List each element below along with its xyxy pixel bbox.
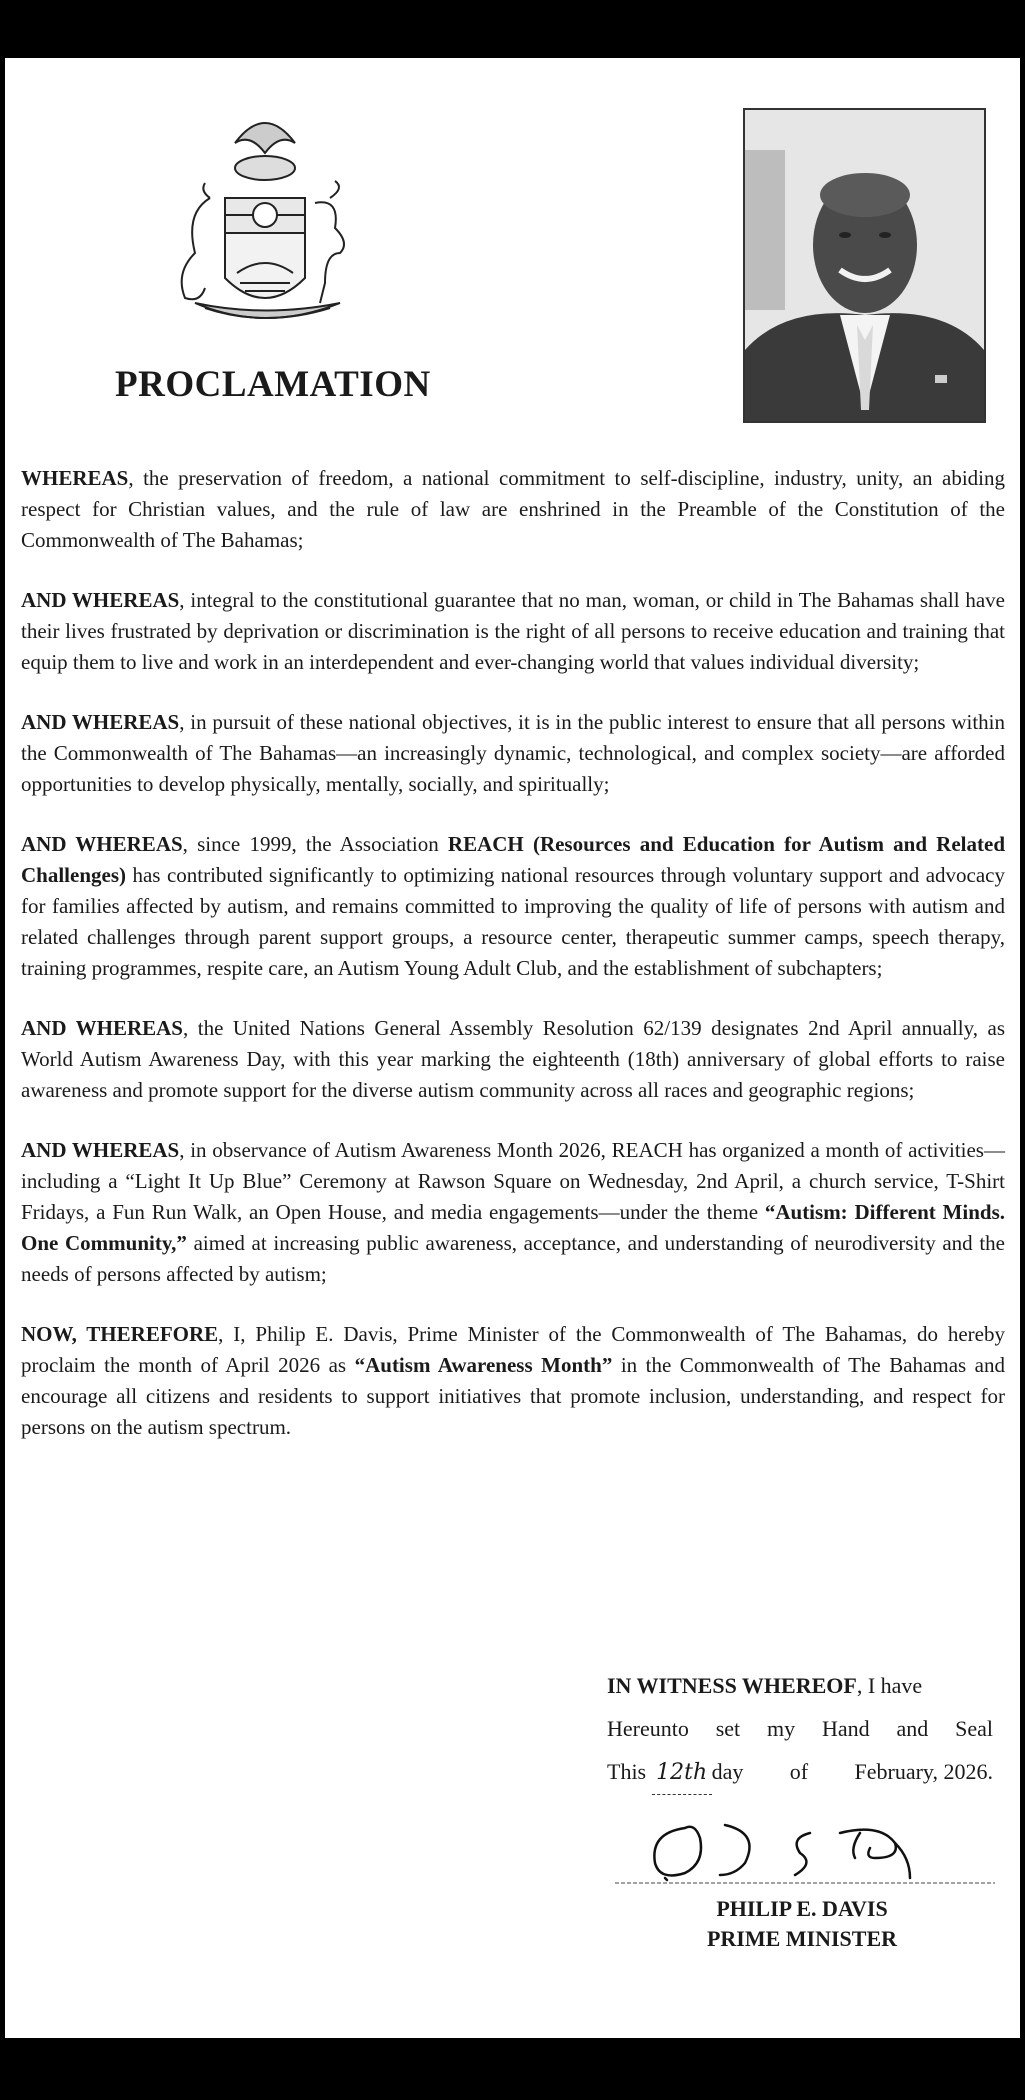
witness-line-1: IN WITNESS WHEREOF, I have: [607, 1673, 923, 1698]
prime-minister-portrait-icon: [743, 108, 986, 423]
paragraph: AND WHEREAS, integral to the constitutional guarantee that no man, woman, or child in The Bahamas shall have their lives frustrated by deprivation or discrimination is the right of all persons to receive education and training that equip them to live and work in an interdependent and ever-changing world that values individual diversity;: [21, 588, 1005, 674]
witness-line-3: This 12th day of February, 2026.: [607, 1750, 993, 1795]
signer-block: [607, 1894, 997, 1954]
proclamation-title: PROCLAMATION: [115, 364, 431, 405]
paragraph: AND WHEREAS, in observance of Autism Awareness Month 2026, REACH has organized a month of activities—including a “Light It Up Blue” Ceremony at Rawson Square on Wednesday, 2nd April, a church service, T-Shirt Fridays, a Fun Run Walk, an Open House, and media engagements—under the theme “Autism: Different Minds. One Community,” aimed at increasing public awareness, acceptance, and understanding of neurodiversity and the needs of persons affected by autism;: [21, 1138, 1005, 1286]
paragraph: AND WHEREAS, the United Nations General Assembly Resolution 62/139 designates 2nd April annually, as World Autism Awareness Day, with this year marking the eighteenth (18th) anniversary of global efforts to raise awareness and promote support for the diverse autism community across all races and geographic regions;: [21, 1016, 1006, 1102]
bahamas-coat-of-arms-icon: [165, 103, 365, 338]
witness-clause: [607, 1664, 993, 1795]
proclamation-body: [21, 463, 1005, 1472]
handwritten-day: 12th: [652, 1751, 712, 1795]
paragraph: WHEREAS, the preservation of freedom, a national commitment to self-discipline, industry, unity, an abiding respect for Christian values, and the rule of law are enshrined in the Preamble of the Constitution of the Commonwealth of The Bahamas;: [21, 466, 1005, 552]
paragraph: NOW, THEREFORE, I, Philip E. Davis, Prime Minister of the Commonwealth of The Bahamas, do hereby proclaim the month of April 2026 as “Autism Awareness Month” in the Commonwealth of The Bahamas and encourage all citizens and residents to support initiatives that promote inclusion, understanding, and respect for persons on the autism spectrum.: [21, 1322, 1006, 1439]
signer-position: PRIME MINISTER: [706, 1926, 898, 1951]
handwritten-signature-icon: [610, 1803, 1000, 1893]
signer-name: PHILIP E. DAVIS: [716, 1896, 888, 1921]
witness-line-2: Hereunto set my Hand and Seal: [607, 1716, 993, 1741]
proclamation-page: [5, 58, 1020, 2038]
paragraph: AND WHEREAS, since 1999, the Association REACH (Resources and Education for Autism and Related Challenges) has contributed significantly to optimizing national resources through voluntary support and advocacy for families affected by autism, and remains committed to improving the quality of life of persons with autism and related challenges through parent support groups, a resource center, therapeutic summer camps, speech therapy, training programmes, respite care, an Autism Young Adult Club, and the establishment of subchapters;: [21, 832, 1005, 980]
paragraph: AND WHEREAS, in pursuit of these national objectives, it is in the public interest to ensure that all persons within the Commonwealth of The Bahamas—an increasingly dynamic, technological, and complex society—are afforded opportunities to develop physically, mentally, socially, and spiritually;: [21, 710, 1005, 796]
